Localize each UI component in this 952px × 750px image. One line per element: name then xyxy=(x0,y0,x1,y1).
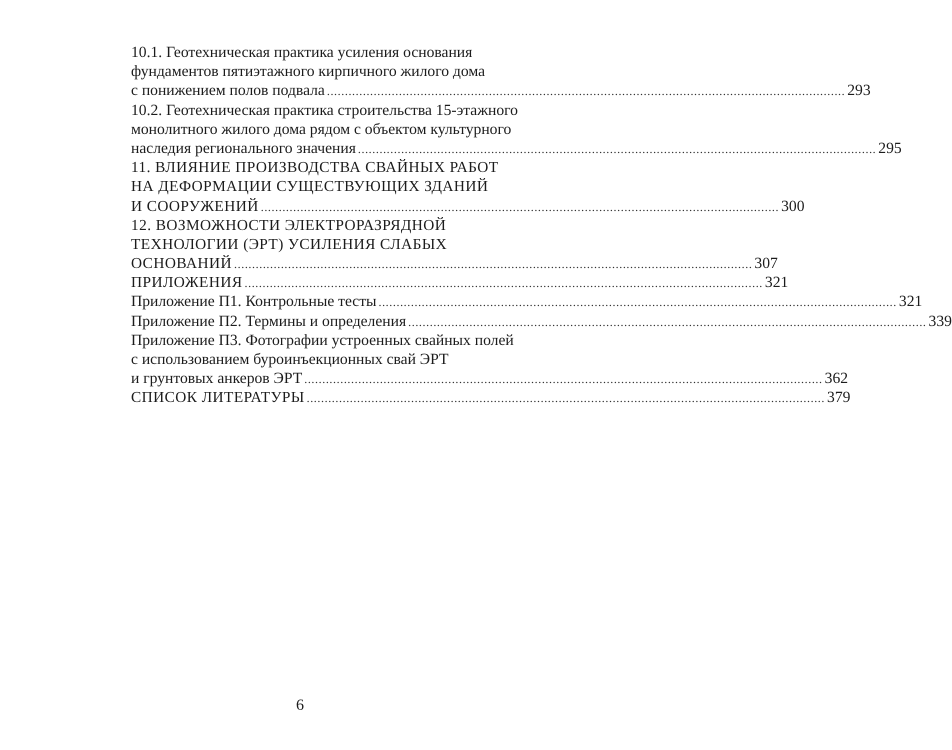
toc-entry-title: ОСНОВАНИЙ xyxy=(131,255,233,273)
toc-entry-line xyxy=(131,312,952,331)
toc-page-number: 321 xyxy=(898,293,923,311)
toc-page-number: 307 xyxy=(754,255,778,273)
toc-entry-line: Приложение П3. Фотографии устроенных свайных полей xyxy=(131,331,514,349)
toc-entry[interactable] xyxy=(131,331,849,389)
page-number: 6 xyxy=(296,697,304,714)
toc-entry-line xyxy=(131,369,849,388)
toc-entry-title: ПРИЛОЖЕНИЯ xyxy=(131,274,243,292)
toc-entry-line xyxy=(131,388,851,407)
toc-entry-line xyxy=(131,81,871,100)
toc-page-number: 293 xyxy=(847,82,871,100)
toc-entry-line: 10.2. Геотехническая практика строительства 15-этажного xyxy=(131,101,518,119)
toc-entry-title: наследия регионального значения xyxy=(131,139,356,157)
toc-page-number: 362 xyxy=(824,370,849,388)
toc-page-number: 379 xyxy=(827,389,851,407)
toc-entry-line xyxy=(131,254,778,273)
toc-leader-dots: ................................................................................................................................................ xyxy=(357,141,877,156)
toc-entry[interactable] xyxy=(131,43,871,101)
toc-entry-line: 10.1. Геотехническая практика усиления основания xyxy=(131,44,473,61)
toc-entry-title: и грунтовых анкеров ЭРТ xyxy=(131,370,303,388)
toc-entry[interactable] xyxy=(131,101,902,159)
toc-entry-line xyxy=(131,197,805,216)
toc-leader-dots: ................................................................................................................................................ xyxy=(306,391,826,406)
toc-entry-title: Приложение П2. Термины и определения xyxy=(131,312,407,330)
toc-entry-line: монолитного жилого дома рядом с объектом культурного xyxy=(131,120,512,138)
toc-entry-line: ТЕХНОЛОГИИ (ЭРТ) УСИЛЕНИЯ СЛАБЫХ xyxy=(131,235,448,253)
toc-entry-title: СПИСОК ЛИТЕРАТУРЫ xyxy=(131,389,305,407)
toc-leader-dots: ................................................................................................................................................ xyxy=(234,257,753,272)
toc-page-number: 321 xyxy=(764,274,789,292)
toc-leader-dots: ................................................................................................................................................ xyxy=(244,276,763,291)
toc-page-number: 295 xyxy=(878,139,902,157)
toc-entry-title: с понижением полов подвала xyxy=(131,82,325,100)
toc-entry-line: 11. ВЛИЯНИЕ ПРОИЗВОДСТВА СВАЙНЫХ РАБОТ xyxy=(131,159,499,177)
toc-entry-line: 12. ВОЗМОЖНОСТИ ЭЛЕКТРОРАЗРЯДНОЙ xyxy=(131,216,447,234)
toc-entry-line xyxy=(131,139,902,158)
toc-entry-line: НА ДЕФОРМАЦИИ СУЩЕСТВУЮЩИХ ЗДАНИЙ xyxy=(131,178,489,196)
toc-leader-dots: ................................................................................................................................................ xyxy=(260,199,780,214)
toc-leader-dots: ................................................................................................................................................ xyxy=(304,372,823,387)
toc-entry[interactable] xyxy=(131,216,778,274)
toc-entry-line: фундаментов пятиэтажного кирпичного жилого дома xyxy=(131,63,486,81)
table-of-contents xyxy=(0,43,952,408)
toc-leader-dots: ................................................................................................................................................ xyxy=(326,84,846,99)
toc-page-number: 339 xyxy=(928,312,952,330)
toc-entry-line xyxy=(131,273,789,292)
toc-entry[interactable] xyxy=(131,158,805,216)
toc-entry[interactable] xyxy=(131,388,851,407)
toc-entry-title: И СООРУЖЕНИЙ xyxy=(131,197,259,215)
toc-leader-dots: ................................................................................................................................................ xyxy=(378,295,897,310)
toc-leader-dots: ................................................................................................................................................ xyxy=(408,314,927,329)
toc-entry-title: Приложение П1. Контрольные тесты xyxy=(131,293,377,311)
toc-entry[interactable] xyxy=(131,273,789,292)
toc-entry-line xyxy=(131,292,923,311)
toc-entry[interactable] xyxy=(131,292,923,311)
toc-entry[interactable] xyxy=(131,312,952,331)
toc-entry-line: с использованием буроинъекционных свай ЭРТ xyxy=(131,351,449,368)
toc-page-number: 300 xyxy=(781,197,805,215)
